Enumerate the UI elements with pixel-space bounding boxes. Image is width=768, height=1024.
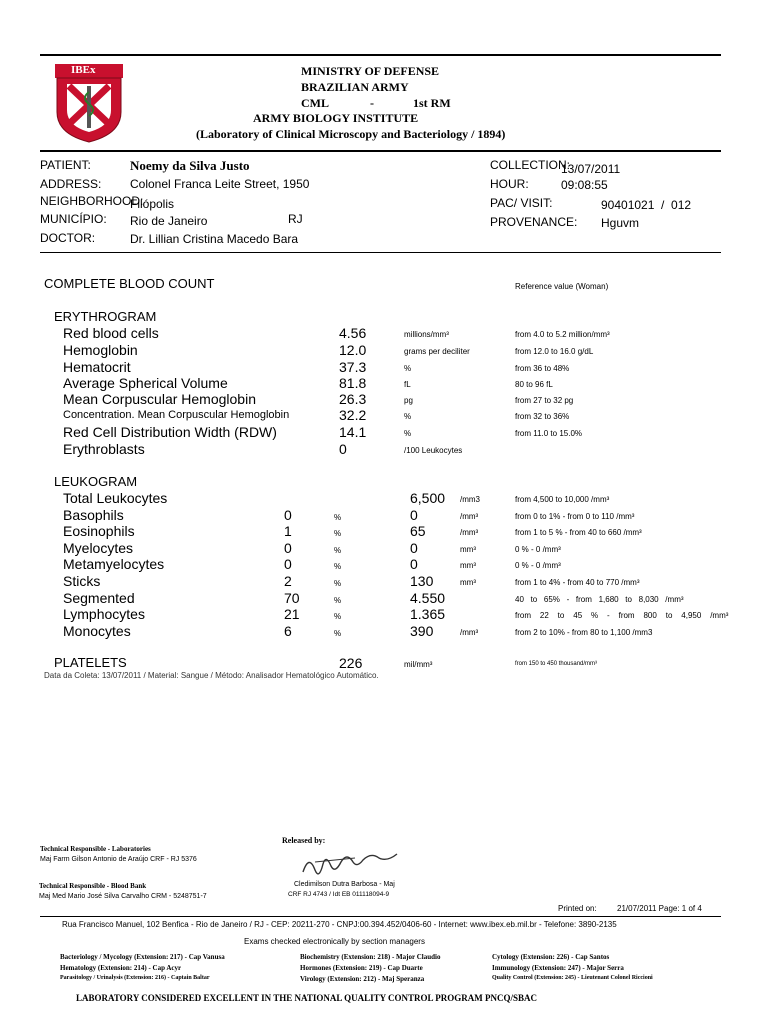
leukogram-reference: from 4,500 to 10,000 /mm³ bbox=[515, 495, 610, 504]
ibex-logo bbox=[55, 64, 123, 144]
leukogram-percent: 0 bbox=[284, 556, 292, 572]
leukogram-percent-unit: % bbox=[334, 612, 342, 621]
address-label: ADDRESS: bbox=[40, 177, 102, 191]
leukogram-unit: mm³ bbox=[460, 545, 476, 554]
footer-rule bbox=[40, 916, 721, 917]
leukogram-reference: from 1 to 5 % - from 40 to 660 /mm³ bbox=[515, 528, 642, 537]
municipio-label: MUNICÍPIO: bbox=[40, 212, 107, 226]
leukogram-label: Monocytes bbox=[63, 623, 131, 639]
released-by: Released by: bbox=[282, 836, 326, 845]
neighborhood-label: NEIGHBORHOOD: bbox=[40, 194, 144, 208]
erythrogram-unit: % bbox=[404, 364, 412, 373]
erythrogram-label: Hematocrit bbox=[63, 359, 131, 375]
erythrogram-value: 14.1 bbox=[339, 424, 367, 440]
tech-bb-name: Maj Med Mario José Silva Carvalho CRM - 5248751-7 bbox=[39, 893, 207, 900]
erythrogram-label: Erythroblasts bbox=[63, 441, 145, 457]
collection-label: COLLECTION: bbox=[490, 158, 571, 172]
leukogram-reference: 40 to 65% - from 1,680 to 8,030 /mm³ bbox=[515, 595, 684, 604]
collection-note: Data da Coleta: 13/07/2011 / Material: Sangue / Método: Analisador Hematológico Automático. bbox=[44, 671, 379, 680]
leukogram-unit: /mm³ bbox=[460, 528, 479, 537]
leukogram-percent-unit: % bbox=[334, 596, 342, 605]
leukogram-value: 6,500 bbox=[410, 490, 446, 506]
collection-value: 13/07/2011 bbox=[561, 162, 621, 176]
doctor-label: DOCTOR: bbox=[40, 231, 96, 245]
leukogram-title: LEUKOGRAM bbox=[54, 474, 138, 489]
section-item: Quality Control (Extension: 245) - Lieutenant Colonel Riccioni bbox=[492, 975, 653, 981]
leukogram-label: Segmented bbox=[63, 590, 135, 606]
erythrogram-unit: millions/mm³ bbox=[404, 330, 449, 339]
section-item: Hormones (Extension: 219) - Cap Duarte bbox=[300, 964, 423, 972]
signer-name: Cledimilson Dutra Barbosa - Maj bbox=[294, 881, 395, 888]
header-line4: ARMY BIOLOGY INSTITUTE bbox=[253, 111, 419, 125]
erythrogram-value: 4.56 bbox=[339, 325, 367, 341]
leukogram-percent: 0 bbox=[284, 507, 292, 523]
leukogram-label: Lymphocytes bbox=[63, 606, 145, 622]
erythrogram-unit: % bbox=[404, 412, 412, 421]
patient-label: PATIENT: bbox=[40, 158, 91, 172]
erythrogram-value: 81.8 bbox=[339, 375, 367, 391]
quality-line: LABORATORY CONSIDERED EXCELLENT IN THE NATIONAL QUALITY CONTROL PROGRAM PNCQ/SBAC bbox=[76, 993, 538, 1003]
leukogram-value: 130 bbox=[410, 573, 434, 589]
address-line: Rua Francisco Manuel, 102 Benfica - Rio de Janeiro / RJ - CEP: 20211-270 - CNPJ:00.394.452/0406-60 - Internet: www.ibex.eb.mil.br - Telefone: 3890-2135 bbox=[62, 920, 617, 929]
erythrogram-reference: from 12.0 to 16.0 g/dL bbox=[515, 347, 594, 356]
leukogram-percent: 21 bbox=[284, 606, 300, 622]
leukogram-percent: 70 bbox=[284, 590, 300, 606]
erythrogram-title: ERYTHROGRAM bbox=[54, 309, 157, 324]
printed-value: 21/07/2011 Page: 1 of 4 bbox=[617, 904, 702, 913]
platelets-label: PLATELETS bbox=[54, 655, 127, 670]
leukogram-unit: /mm³ bbox=[460, 512, 479, 521]
header-rule bbox=[40, 150, 721, 152]
header-line5: (Laboratory of Clinical Microscopy and Bacteriology / 1894) bbox=[196, 127, 506, 141]
pac-value: 90401021 / 012 bbox=[601, 198, 692, 212]
section-item: Hematology (Extension: 214) - Cap Acyr bbox=[60, 964, 182, 972]
leukogram-reference: from 1 to 4% - from 40 to 770 /mm³ bbox=[515, 578, 640, 587]
leukogram-reference: from 2 to 10% - from 80 to 1,100 /mm3 bbox=[515, 628, 653, 637]
leukogram-reference: 0 % - 0 /mm³ bbox=[515, 545, 561, 554]
leukogram-value: 1.365 bbox=[410, 606, 446, 622]
municipio-value: Rio de Janeiro bbox=[130, 214, 208, 228]
leukogram-label: Myelocytes bbox=[63, 540, 134, 556]
leukogram-percent-unit: % bbox=[334, 562, 342, 571]
erythrogram-reference: from 27 to 32 pg bbox=[515, 396, 574, 405]
erythrogram-label: Red Cell Distribution Width (RDW) bbox=[63, 424, 277, 440]
platelets-value: 226 bbox=[339, 655, 363, 671]
header-line2: BRAZILIAN ARMY bbox=[301, 80, 409, 94]
erythrogram-value: 0 bbox=[339, 441, 347, 457]
erythrogram-value: 37.3 bbox=[339, 359, 367, 375]
header-line3-a: CML bbox=[301, 96, 329, 110]
erythrogram-label: Concentration. Mean Corpuscular Hemoglobin bbox=[63, 409, 290, 421]
logo-text: IBEx bbox=[71, 64, 96, 76]
erythrogram-label: Mean Corpuscular Hemoglobin bbox=[63, 391, 256, 407]
leukogram-label: Sticks bbox=[63, 573, 101, 589]
leukogram-percent: 2 bbox=[284, 573, 292, 589]
leukogram-label: Eosinophils bbox=[63, 523, 135, 539]
leukogram-unit: mm³ bbox=[460, 561, 476, 570]
signer-id: CRF RJ 4743 / Idt EB 011118094-9 bbox=[288, 891, 390, 898]
erythrogram-reference: from 11.0 to 15.0% bbox=[515, 429, 582, 438]
state-value: RJ bbox=[288, 212, 303, 226]
section-item: Parasitology / Urinalysis (Extension: 216) - Captain Baltar bbox=[60, 975, 210, 981]
leukogram-value: 0 bbox=[410, 556, 418, 572]
address-value: Colonel Franca Leite Street, 1950 bbox=[130, 177, 310, 191]
pac-label: PAC/ VISIT: bbox=[490, 196, 553, 210]
top-rule bbox=[40, 54, 721, 56]
erythrogram-unit: pg bbox=[404, 396, 413, 405]
header-line1: MINISTRY OF DEFENSE bbox=[301, 64, 440, 78]
erythrogram-unit: grams per deciliter bbox=[404, 347, 470, 356]
doctor-value: Dr. Lillian Cristina Macedo Bara bbox=[130, 232, 299, 246]
leukogram-label: Metamyelocytes bbox=[63, 556, 165, 572]
leukogram-percent: 1 bbox=[284, 523, 292, 539]
erythrogram-value: 32.2 bbox=[339, 407, 367, 423]
leukogram-reference: from 0 to 1% - from 0 to 110 /mm³ bbox=[515, 512, 635, 521]
section-item: Biochemistry (Extension: 218) - Major Claudio bbox=[300, 953, 441, 961]
leukogram-percent: 6 bbox=[284, 623, 292, 639]
section-item: Cytology (Extension: 226) - Cap Santos bbox=[492, 953, 610, 961]
platelets-reference: from 150 to 450 thousand/mm³ bbox=[515, 661, 598, 667]
leukogram-percent: 0 bbox=[284, 540, 292, 556]
leukogram-percent-unit: % bbox=[334, 579, 342, 588]
provenance-label: PROVENANCE: bbox=[490, 215, 578, 229]
tech-lab-name: Maj Farm Gilson Antonio de Araújo CRF - RJ 5376 bbox=[40, 856, 197, 863]
report-title: COMPLETE BLOOD COUNT bbox=[44, 276, 215, 291]
hour-value: 09:08:55 bbox=[561, 178, 608, 192]
leukogram-percent-unit: % bbox=[334, 529, 342, 538]
header-line3-c: 1st RM bbox=[413, 96, 451, 110]
patient-name: Noemy da Silva Justo bbox=[130, 158, 250, 173]
hour-label: HOUR: bbox=[490, 177, 529, 191]
leukogram-value: 0 bbox=[410, 507, 418, 523]
leukogram-percent-unit: % bbox=[334, 546, 342, 555]
section-item: Bacteriology / Mycology (Extension: 217) - Cap Vanusa bbox=[60, 953, 225, 961]
leukogram-value: 65 bbox=[410, 523, 426, 539]
leukogram-reference: 0 % - 0 /mm³ bbox=[515, 561, 561, 570]
erythrogram-reference: 80 to 96 fL bbox=[515, 380, 553, 389]
erythrogram-unit: fL bbox=[404, 380, 411, 389]
exams-line: Exams checked electronically by section managers bbox=[244, 937, 425, 946]
erythrogram-reference: from 36 to 48% bbox=[515, 364, 570, 373]
patient-rule bbox=[40, 252, 721, 253]
printed-label: Printed on: bbox=[558, 904, 597, 913]
leukogram-unit: /mm³ bbox=[460, 628, 479, 637]
leukogram-value: 0 bbox=[410, 540, 418, 556]
erythrogram-value: 26.3 bbox=[339, 391, 367, 407]
leukogram-reference: from 22 to 45 % - from 800 to 4,950 /mm³ bbox=[515, 611, 729, 620]
leukogram-label: Basophils bbox=[63, 507, 124, 523]
leukogram-unit: mm³ bbox=[460, 578, 476, 587]
erythrogram-unit: % bbox=[404, 429, 412, 438]
leukogram-label: Total Leukocytes bbox=[63, 490, 168, 506]
tech-lab-title: Technical Responsible - Laboratories bbox=[40, 845, 151, 853]
erythrogram-reference: from 32 to 36% bbox=[515, 412, 570, 421]
erythrogram-label: Hemoglobin bbox=[63, 342, 138, 358]
leukogram-percent-unit: % bbox=[334, 629, 342, 638]
reference-header: Reference value (Woman) bbox=[515, 282, 609, 291]
provenance-value: Hguvm bbox=[601, 216, 640, 230]
platelets-unit: mil/mm³ bbox=[404, 660, 433, 669]
erythrogram-label: Average Spherical Volume bbox=[63, 375, 228, 391]
section-item: Immunology (Extension: 247) - Major Serra bbox=[492, 964, 624, 972]
erythrogram-unit: /100 Leukocytes bbox=[404, 446, 463, 455]
leukogram-value: 4.550 bbox=[410, 590, 446, 606]
erythrogram-value: 12.0 bbox=[339, 342, 367, 358]
signature-image bbox=[295, 848, 405, 880]
erythrogram-label: Red blood cells bbox=[63, 325, 159, 341]
tech-bb-title: Technical Responsible - Blood Bank bbox=[39, 882, 147, 890]
leukogram-unit: /mm3 bbox=[460, 495, 480, 504]
erythrogram-reference: from 4.0 to 5.2 million/mm³ bbox=[515, 330, 610, 339]
header-line3-b: - bbox=[370, 96, 374, 110]
neighborhood-value: Filópolis bbox=[130, 197, 175, 211]
leukogram-value: 390 bbox=[410, 623, 434, 639]
section-item: Virology (Extension: 212) - Maj Speranza bbox=[300, 975, 425, 983]
leukogram-percent-unit: % bbox=[334, 513, 342, 522]
